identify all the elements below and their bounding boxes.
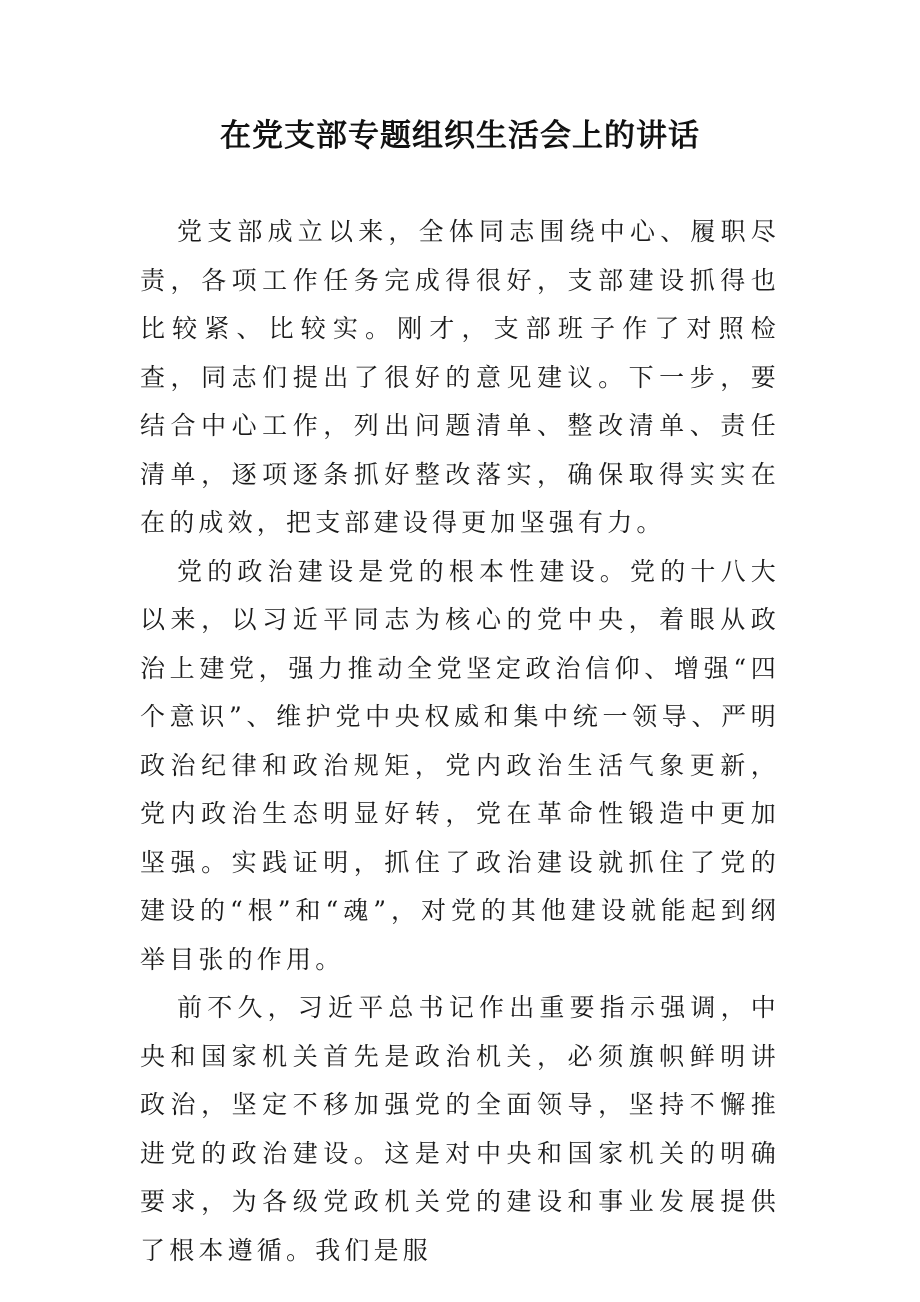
document-body (140, 208, 780, 1275)
paragraph-2: 党的政治建设是党的根本性建设。党的十八大以来，以习近平同志为核心的党中央，着眼从政治上建党，强力推动全党坚定政治信仰、增强“四个意识”、维护党中央权威和集中统一领导、严明政治纪律和政治规矩，党内政治生活气象更新，党内政治生态明显好转，党在革命性锻造中更加坚强。实践证明，抓住了政治建设就抓住了党的建设的“根”和“魂”，对党的其他建设就能起到纲举目张的作用。 (140, 556, 780, 974)
paragraph-1: 党支部成立以来，全体同志围绕中心、履职尽责，各项工作任务完成得很好，支部建设抓得也比较紧、比较实。刚才，支部班子作了对照检查，同志们提出了很好的意见建议。下一步，要结合中心工作，列出问题清单、整改清单、责任清单，逐项逐条抓好整改落实，确保取得实实在在的成效，把支部建设得更加坚强有力。 (140, 217, 780, 537)
document-title: 在党支部专题组织生活会上的讲话 (220, 118, 700, 154)
paragraph-3: 前不久，习近平总书记作出重要指示强调，中央和国家机关首先是政治机关，必须旗帜鲜明讲政治，坚定不移加强党的全面领导，坚持不懈推进党的政治建设。这是对中央和国家机关的明确要求，为各级党政机关党的建设和事业发展提供了根本遵循。我们是服 (140, 993, 780, 1265)
